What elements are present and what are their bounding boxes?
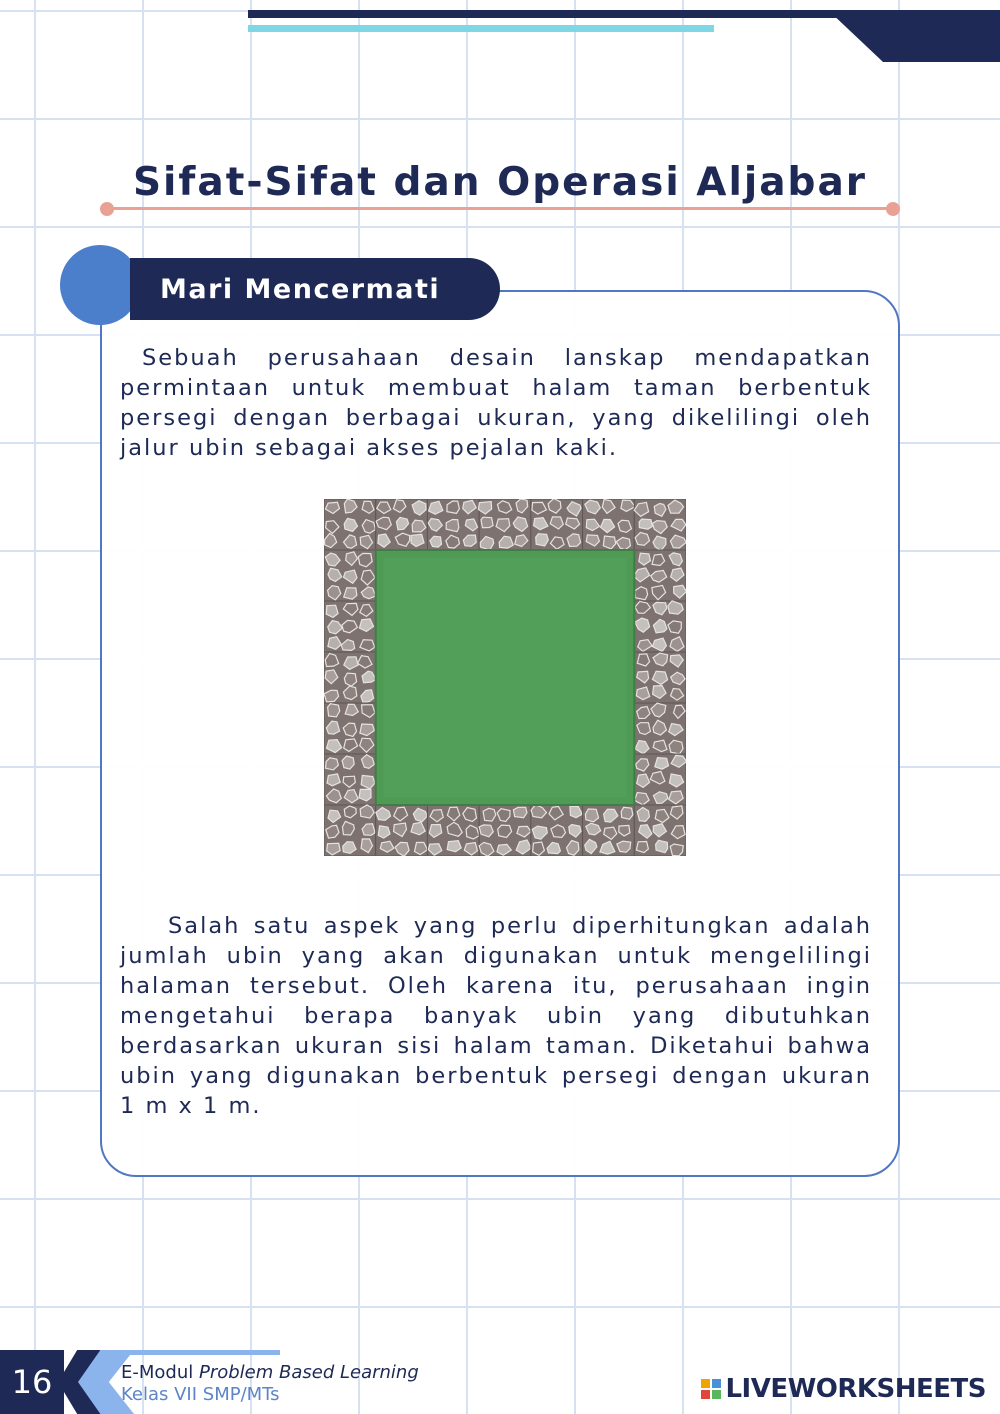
border-tile [634,805,686,856]
stone [669,740,683,754]
border-tile [376,805,428,856]
footer-module-prefix: E-Modul [121,1362,199,1383]
stone [513,807,527,817]
footer-module-info [121,1362,419,1406]
stone [655,758,669,770]
border-tile [531,805,583,856]
stone [481,517,493,528]
garden-svg [324,499,686,856]
stone [637,654,649,666]
stone [342,756,354,769]
stone [585,809,598,822]
stone [359,789,371,801]
top-corner-shape [828,10,1000,62]
title-underline [108,207,892,210]
stone [618,520,632,532]
liveworksheets-logo-text: LIVEWORKSHEETS [725,1374,986,1404]
page-title: Sifat-Sifat dan Operasi Aljabar [132,160,868,205]
section-header-circle [60,245,140,325]
border-tile [634,652,686,703]
border-tile [324,601,376,652]
intro-paragraph: Sebuah perusahaan desain lanskap mendapatkan permintaan untuk membuat halam taman berbentuk persegi dengan berbagai ukuran, yang dikelilingi oleh jalur ubin sebagai akses pejalan kaki. [120,345,872,461]
problem-paragraph: Salah satu aspek yang perlu diperhitungkan adalah jumlah ubin yang akan digunakan untuk mengelilingi halaman tersebut. Oleh karena itu, perusahaan ingin mengetahui berapa banyak ubin yang dibutuhkan berdasarkan ukuran sisi halam taman. Diketahui bahwa ubin yang digunakan berbentuk persegi dengan ukuran 1 m x 1 m. [120,913,872,1119]
stone [656,840,668,852]
footer-module-title [121,1362,419,1384]
border-tile [324,499,376,550]
border-tile [634,754,686,805]
border-tile [479,805,531,856]
border-tile [634,550,686,601]
border-tile [427,499,479,550]
section-header [130,258,500,320]
border-tile [324,550,376,601]
stone [621,807,633,819]
stone [447,841,461,852]
stone [326,605,338,617]
border-tile [324,805,376,856]
title-underline-dot-right [886,202,900,216]
liveworksheets-logo[interactable] [701,1374,986,1404]
section-header-label: Mari Mencermati [160,273,441,305]
stone [639,519,652,529]
border-tile [634,601,686,652]
footer-class-label: Kelas VII SMP/MTs [121,1384,280,1405]
tiled-garden-illustration [324,499,686,856]
stone [344,588,357,600]
grass-highlight [384,558,627,797]
liveworksheets-blocks-icon [701,1379,721,1399]
page-number: 16 [0,1350,64,1414]
stone [328,704,340,717]
border-tile [376,499,428,550]
title-underline-dot-left [100,202,114,216]
border-tile [634,499,686,551]
stone [446,520,459,532]
border-tile [324,652,376,703]
stone [670,844,683,856]
border-tile [324,703,376,754]
border-tile [324,754,376,805]
border-tile [634,703,686,754]
border-tile [478,499,530,550]
top-decor-bar-light [248,25,714,32]
border-tile [583,499,635,550]
footer-accent-line [100,1350,280,1355]
stone [636,842,648,853]
footer-module-italic: Problem Based Learning [198,1362,419,1383]
border-tile [531,499,583,550]
border-tile [427,805,479,856]
stone [536,534,549,546]
border-tile [583,805,635,856]
